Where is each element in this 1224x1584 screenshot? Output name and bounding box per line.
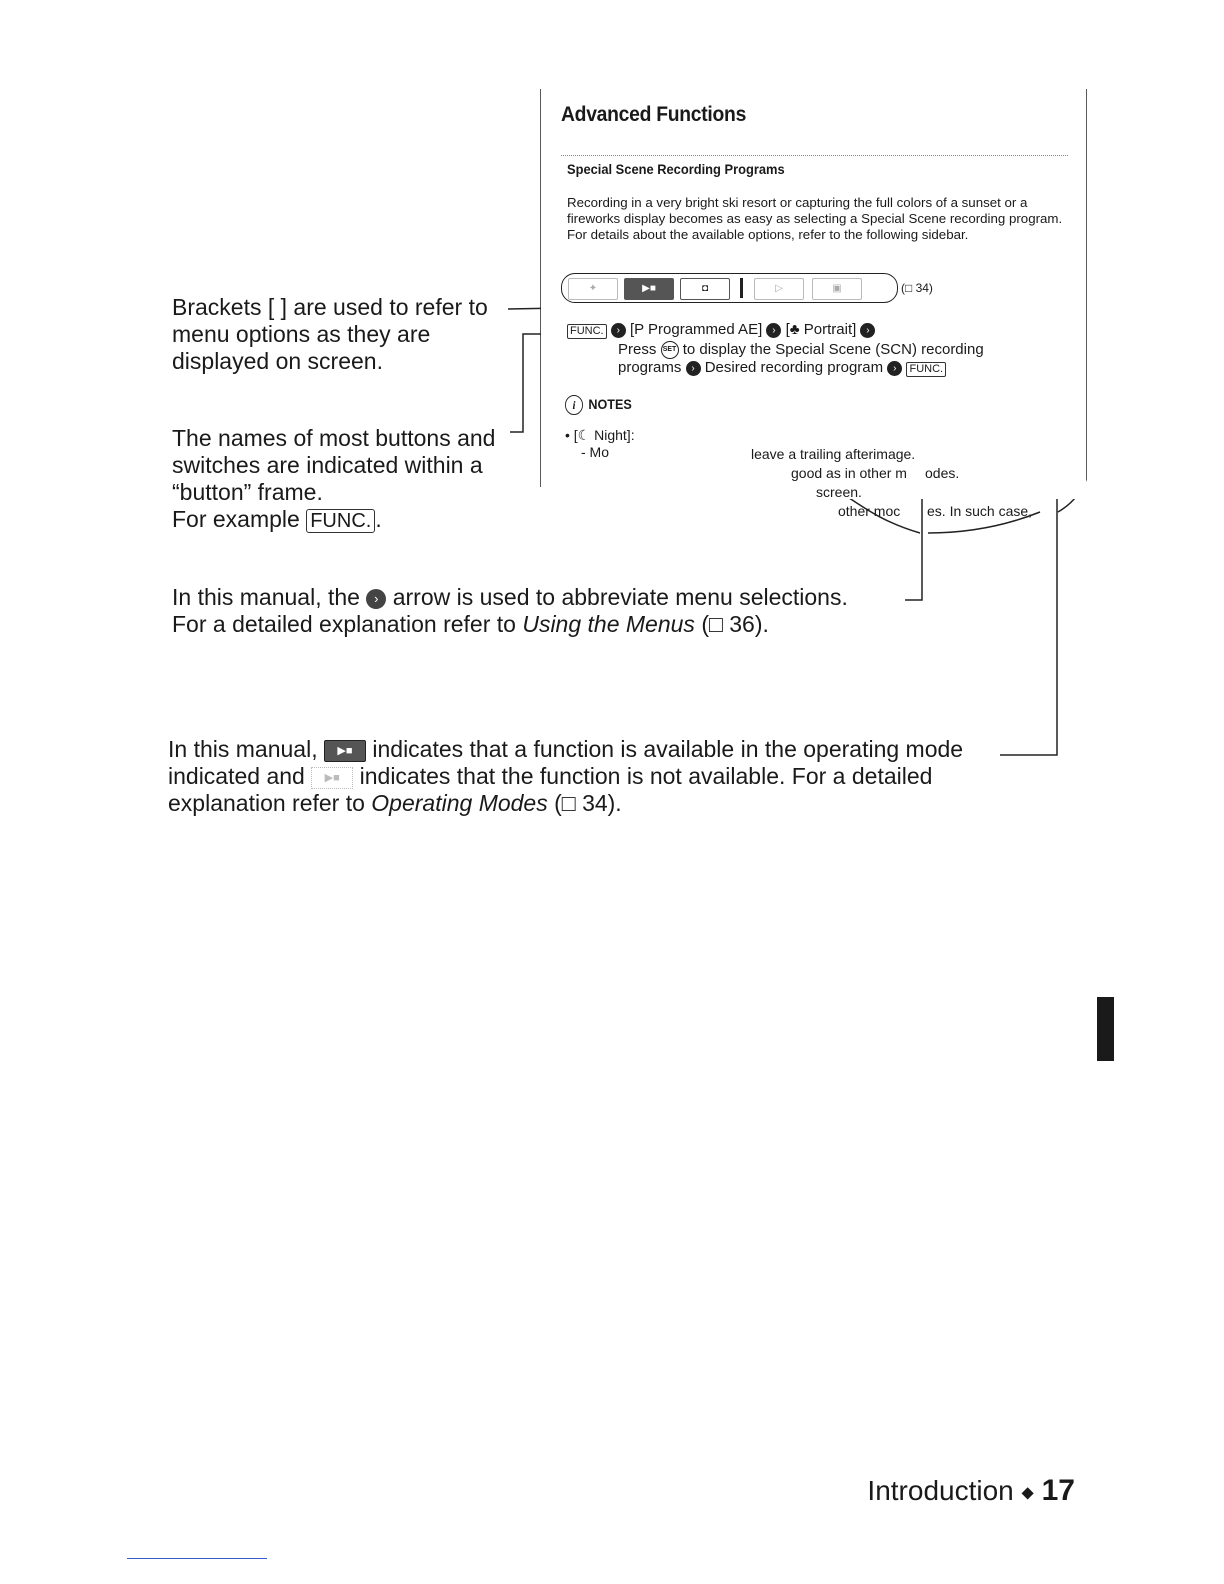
footer-section: Introduction bbox=[867, 1475, 1014, 1506]
arrow-icon: › bbox=[860, 323, 875, 338]
movie-mode-icon: ▶■ bbox=[624, 278, 674, 300]
callout-text: Brackets [ ] are used to refer to bbox=[172, 294, 488, 320]
press-text: Press bbox=[618, 341, 657, 358]
step-line-3 bbox=[618, 359, 946, 377]
page-number: 17 bbox=[1041, 1474, 1075, 1507]
sample-manual-page bbox=[541, 89, 1086, 519]
programs-text: programs bbox=[618, 359, 682, 376]
callout-text: indicated and bbox=[168, 763, 305, 789]
programmed-ae-option: [P Programmed AE] bbox=[629, 321, 763, 338]
movie-mode-unavailable-icon: ▶■ bbox=[311, 767, 353, 789]
callout-buttons bbox=[172, 425, 495, 533]
diamond-icon: ◆ bbox=[1021, 1484, 1034, 1502]
camera-mode-icon: ◘ bbox=[680, 278, 730, 300]
playback-movie-icon: ▷ bbox=[754, 278, 804, 300]
callout-text: explanation refer to bbox=[168, 790, 365, 816]
func-button-frame: FUNC. bbox=[906, 362, 946, 377]
callout-text: indicates that a function is available in the operating mode bbox=[372, 736, 964, 762]
arrow-icon: › bbox=[366, 589, 386, 609]
note-fragment: other moc bbox=[838, 503, 901, 519]
arrow-icon: › bbox=[887, 361, 902, 376]
mode-page-ref: (□ 34) bbox=[901, 281, 933, 295]
page-ref: (□ 36). bbox=[701, 611, 769, 637]
note-fragment: leave a trailing afterimage. bbox=[751, 446, 916, 462]
note-fragment: - Mo bbox=[581, 444, 609, 460]
using-menus-link: Using the Menus bbox=[522, 611, 695, 637]
movie-mode-icon: ▶■ bbox=[324, 740, 366, 762]
note-fragment: es. In such case, bbox=[927, 503, 1033, 519]
callout-mode bbox=[168, 736, 963, 817]
callout-text: displayed on screen. bbox=[172, 348, 383, 374]
section-tab-marker bbox=[1097, 997, 1114, 1061]
desired-program-text: Desired recording program bbox=[704, 359, 884, 376]
sample-heading: Advanced Functions bbox=[561, 103, 747, 126]
portrait-option: [♣ Portrait] bbox=[785, 321, 857, 338]
func-button-frame: FUNC. bbox=[567, 324, 607, 339]
callout-text: indicates that the function is not available. For a detailed bbox=[359, 763, 933, 789]
operating-mode-bar bbox=[561, 273, 898, 303]
auto-mode-icon: ✦ bbox=[568, 278, 618, 300]
callout-arrow bbox=[172, 584, 848, 638]
notes-heading bbox=[565, 395, 632, 415]
note-fragment: odes. bbox=[925, 465, 960, 481]
example-prefix: For example bbox=[172, 506, 300, 532]
note-fragment: good as in other m bbox=[791, 465, 907, 481]
set-button-icon: SET bbox=[661, 341, 679, 359]
mode-divider bbox=[740, 278, 743, 298]
note-fragment: screen. bbox=[816, 484, 862, 500]
callout-brackets bbox=[172, 294, 488, 375]
callout-example bbox=[172, 506, 495, 533]
callout-text: “button” frame. bbox=[172, 479, 323, 505]
step-line-1 bbox=[567, 321, 875, 339]
callout-text: The names of most buttons and bbox=[172, 425, 496, 451]
arrow-icon: › bbox=[766, 323, 781, 338]
bottom-rule bbox=[127, 1558, 267, 1559]
playback-photo-icon: ▣ bbox=[812, 278, 862, 300]
callout-text: switches are indicated within a bbox=[172, 452, 483, 478]
callout-text: menu options as they are bbox=[172, 321, 431, 347]
step-line-2 bbox=[618, 341, 984, 359]
example-suffix: . bbox=[375, 506, 382, 532]
callout-text: arrow is used to abbreviate menu selections. bbox=[392, 584, 848, 610]
display-scn-text: to display the Special Scene (SCN) recording bbox=[682, 341, 984, 358]
page-ref: (□ 34). bbox=[554, 790, 622, 816]
info-icon: i bbox=[565, 395, 583, 415]
func-button-example: FUNC. bbox=[306, 509, 375, 533]
notes-label: NOTES bbox=[588, 396, 632, 412]
sample-paragraph: Recording in a very bright ski resort or capturing the full colors of a sunset or a fireworks display becomes as easy as selecting a Special Scene recording program. For details about the available options, refer to the following sidebar. bbox=[567, 195, 1063, 242]
operating-modes-link: Operating Modes bbox=[371, 790, 548, 816]
page-footer bbox=[867, 1474, 1075, 1508]
arrow-icon: › bbox=[611, 323, 626, 338]
callout-text: In this manual, bbox=[168, 736, 318, 762]
dotted-divider bbox=[561, 155, 1068, 156]
sample-subheading: Special Scene Recording Programs bbox=[567, 161, 785, 177]
arrow-icon: › bbox=[686, 361, 701, 376]
note-bullet: • [☾ Night]: bbox=[565, 427, 635, 443]
callout-text: In this manual, the bbox=[172, 584, 360, 610]
callout-text: For a detailed explanation refer to bbox=[172, 611, 516, 637]
